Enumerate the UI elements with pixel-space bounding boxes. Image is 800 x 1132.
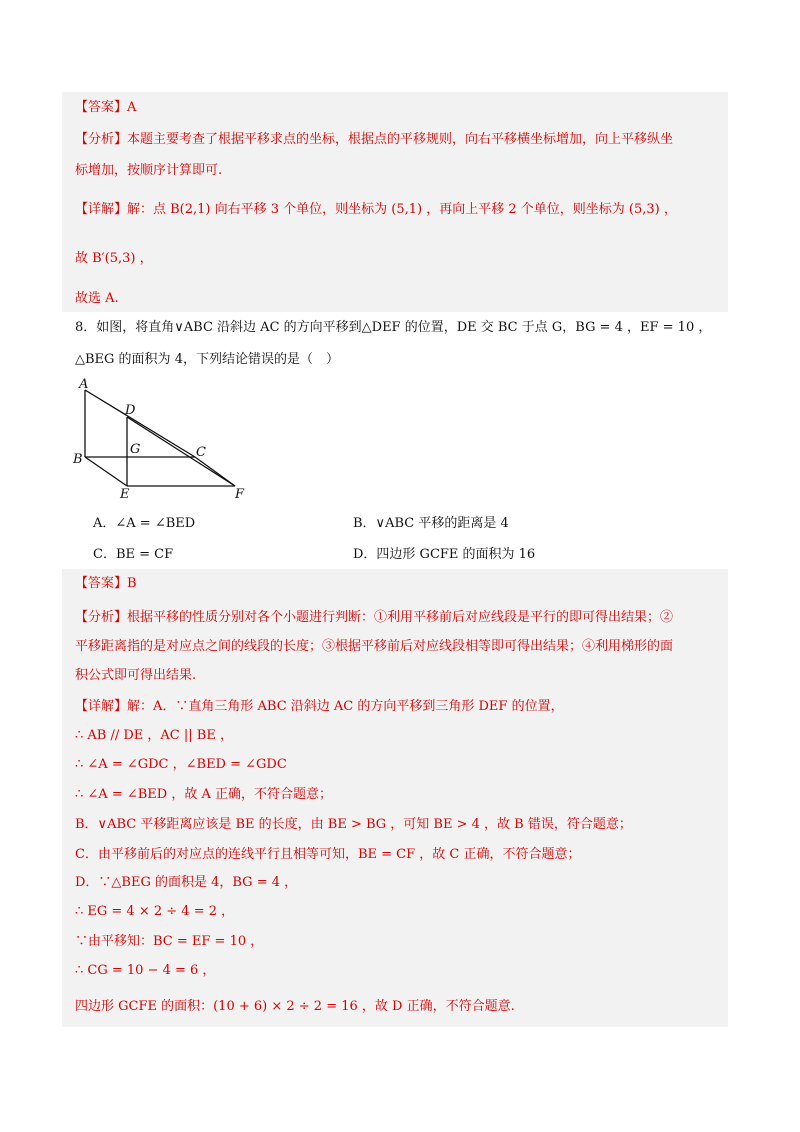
label-d: D: [125, 403, 136, 418]
label-g: G: [130, 442, 141, 457]
label-b: B: [73, 452, 83, 467]
q8-analysis-line-1: 【分析】根据平移的性质分别对各个小题进行判断：①利用平移前后对应线段是平行的即可得出结果；②: [75, 610, 674, 625]
q8-detail-line-5: B．∨ABC 平移距离应该是 BE 的长度，由 BE > BG ，可知 BE > 4 ，故 B 错误，符合题意；: [75, 817, 632, 832]
label-f: F: [235, 487, 245, 500]
option-a: A．∠A = ∠BED: [93, 516, 196, 531]
prev-analysis-line-2: 标增加，按顺序计算即可.: [75, 163, 223, 178]
q8-detail-line-6: C．由平移前后的对应点的连线平行且相等可知，BE = CF ，故 C 正确，不符合题意；: [75, 847, 581, 862]
option-b: B．∨ABC 平移的距离是 4: [353, 516, 509, 531]
question-8-stem-line-1: 8．如图，将直角∨ABC 沿斜边 AC 的方向平移到△DEF 的位置，DE 交 BC 于点 G，BG = 4 ，EF = 10 ，: [75, 320, 712, 335]
q8-detail-line-3: ∴ ∠A = ∠GDC ，∠BED = ∠GDC: [75, 757, 287, 772]
label-c: C: [196, 445, 206, 460]
q8-analysis-line-2: 平移距离指的是对应点之间的线段的长度；③根据平移前后对应线段相等即可得出结果；④利用梯形的面: [75, 639, 674, 654]
q8-answer: 【答案】B: [75, 576, 137, 591]
prev-detail-line-1: 【详解】解：点 B(2,1) 向右平移 3 个单位，则坐标为 (5,1) ，再向上平移 2 个单位，则坐标为 (5,3) ，: [75, 202, 677, 217]
prev-detail-line-3: 故选 A.: [75, 291, 119, 306]
q8-detail-line-8: ∴ EG = 4 × 2 ÷ 4 = 2 ，: [75, 904, 235, 919]
q8-detail-line-10: ∴ CG = 10 − 4 = 6 ，: [75, 963, 216, 978]
q8-analysis-line-3: 积公式即可得出结果.: [75, 668, 197, 683]
label-e: E: [120, 487, 130, 500]
label-a: A: [79, 377, 89, 392]
question-8-stem-line-2: △BEG 的面积为 4，下列结论错误的是（ ）: [75, 352, 339, 367]
q8-detail-line-2: ∴ AB // DE ，AC || BE ，: [75, 728, 233, 743]
prev-answer: 【答案】A: [75, 100, 137, 115]
option-c: C．BE = CF: [93, 547, 174, 562]
q8-detail-line-1: 【详解】解：A．∵直角三角形 ABC 沿斜边 AC 的方向平移到三角形 DEF 的位置，: [75, 699, 564, 714]
q8-detail-line-9: ∵由平移知：BC = EF = 10 ，: [75, 934, 264, 949]
option-d: D．四边形 GCFE 的面积为 16: [353, 547, 536, 562]
q8-detail-line-11: 四边形 GCFE 的面积：(10 + 6) × 2 ÷ 2 = 16 ，故 D 正确，不符合题意.: [75, 999, 515, 1014]
prev-detail-line-2: 故 B′(5,3) ，: [75, 251, 153, 266]
translation-figure: [65, 374, 255, 500]
prev-analysis-line-1: 【分析】本题主要考查了根据平移求点的坐标，根据点的平移规则，向右平移横坐标增加，向上平移纵坐: [75, 132, 674, 147]
q8-detail-line-7: D．∵△BEG 的面积是 4，BG = 4 ，: [75, 875, 298, 890]
q8-detail-line-4: ∴ ∠A = ∠BED ，故 A 正确，不符合题意；: [75, 787, 332, 802]
